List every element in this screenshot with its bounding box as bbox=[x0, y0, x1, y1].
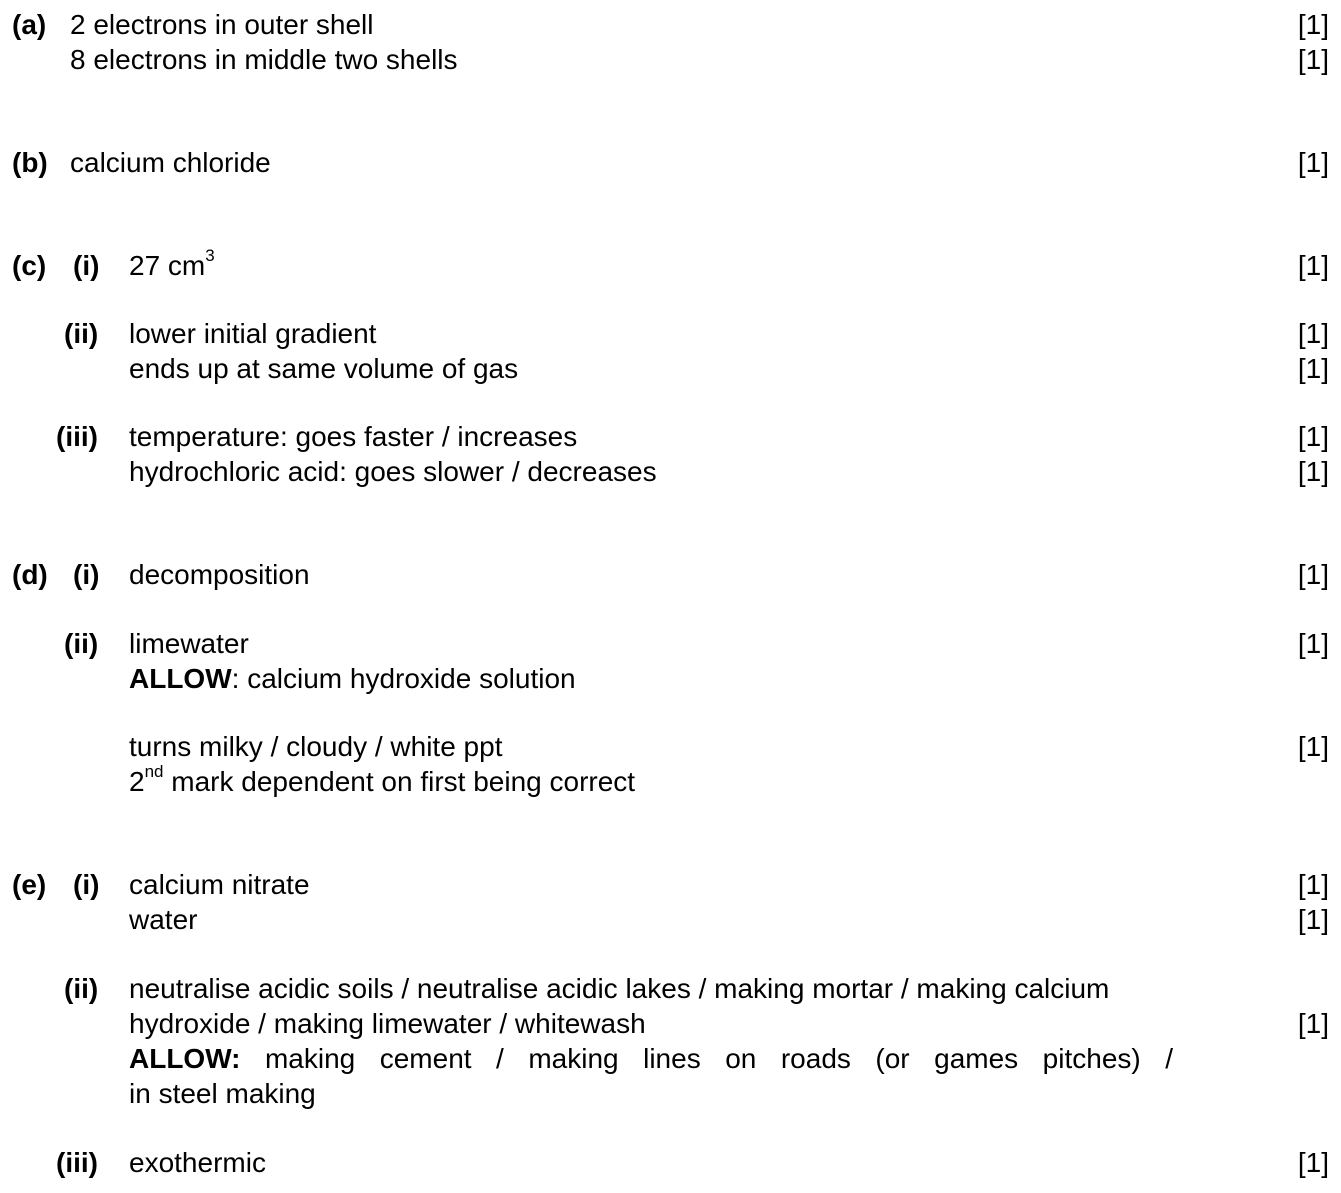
mark-d-i: [1] bbox=[1297, 559, 1329, 590]
mark-e-ii: [1] bbox=[1297, 1008, 1329, 1039]
answer-e-iii-line1: exothermic bbox=[129, 1147, 266, 1178]
mark-c-iii-2: [1] bbox=[1297, 456, 1329, 487]
answer-e-ii-allow bbox=[129, 1043, 1173, 1075]
part-c-i-label: (i) bbox=[73, 250, 100, 281]
answer-d-ii-line4 bbox=[129, 762, 636, 798]
part-d-ii-label: (ii) bbox=[64, 628, 99, 659]
allow-text: : calcium hydroxide solution bbox=[231, 663, 576, 694]
part-e-iii-label: (iii) bbox=[56, 1147, 98, 1178]
answer-a-line1: 2 electrons in outer shell bbox=[70, 9, 374, 40]
part-c-ii-label: (ii) bbox=[64, 318, 99, 349]
answer-d-ii-line1: limewater bbox=[129, 628, 249, 659]
mark-c-ii-2: [1] bbox=[1297, 353, 1329, 384]
answer-c-iii-line2: hydrochloric acid: goes slower / decreases bbox=[129, 456, 657, 487]
answer-c-ii-line2: ends up at same volume of gas bbox=[129, 353, 519, 384]
answer-e-ii-line1: neutralise acidic soils / neutralise acidic lakes / making mortar / making calcium bbox=[129, 973, 1110, 1004]
answer-a-line2: 8 electrons in middle two shells bbox=[70, 44, 458, 75]
ordinal-suffix: nd bbox=[144, 762, 164, 781]
answer-d-ii-line3: turns milky / cloudy / white ppt bbox=[129, 731, 503, 762]
mark-e-i-1: [1] bbox=[1297, 869, 1329, 900]
part-c-label: (c) bbox=[12, 250, 47, 281]
dependency-note: mark dependent on first being correct bbox=[163, 766, 636, 797]
part-e-label: (e) bbox=[12, 869, 47, 900]
allow-keyword: ALLOW: bbox=[129, 1043, 241, 1074]
part-d-i-label: (i) bbox=[73, 559, 100, 590]
answer-c-i-superscript: 3 bbox=[205, 246, 215, 265]
allow-keyword: ALLOW bbox=[129, 663, 232, 694]
part-b-label: (b) bbox=[12, 147, 48, 178]
mark-c-ii-1: [1] bbox=[1297, 318, 1329, 349]
answer-e-ii-line4: in steel making bbox=[129, 1078, 316, 1109]
answer-c-iii-line1: temperature: goes faster / increases bbox=[129, 421, 578, 452]
part-c-iii-label: (iii) bbox=[56, 421, 98, 452]
ordinal-number: 2 bbox=[129, 766, 145, 797]
mark-a-1: [1] bbox=[1297, 9, 1329, 40]
allow-text: making cement / making lines on roads (or games pitches) / bbox=[264, 1043, 1173, 1074]
answer-e-i-line1: calcium nitrate bbox=[129, 869, 310, 900]
answer-e-i-line2: water bbox=[129, 904, 198, 935]
part-e-ii-label: (ii) bbox=[64, 973, 99, 1004]
mark-c-i: [1] bbox=[1297, 250, 1329, 281]
part-d-label: (d) bbox=[12, 559, 48, 590]
mark-b-1: [1] bbox=[1297, 147, 1329, 178]
answer-e-ii-line2: hydroxide / making limewater / whitewash bbox=[129, 1008, 646, 1039]
mark-d-ii-1: [1] bbox=[1297, 628, 1329, 659]
mark-c-iii-1: [1] bbox=[1297, 421, 1329, 452]
answer-b-line1: calcium chloride bbox=[70, 147, 271, 178]
mark-e-i-2: [1] bbox=[1297, 904, 1329, 935]
answer-c-i-value: 27 cm bbox=[129, 250, 206, 281]
part-e-i-label: (i) bbox=[73, 869, 100, 900]
mark-a-2: [1] bbox=[1297, 44, 1329, 75]
answer-d-i-line1: decomposition bbox=[129, 559, 310, 590]
mark-e-iii: [1] bbox=[1297, 1147, 1329, 1178]
part-a-label: (a) bbox=[12, 9, 47, 40]
answer-d-ii-allow bbox=[129, 663, 576, 695]
answer-c-i bbox=[129, 246, 215, 282]
mark-d-ii-2: [1] bbox=[1297, 731, 1329, 762]
answer-c-ii-line1: lower initial gradient bbox=[129, 318, 377, 349]
